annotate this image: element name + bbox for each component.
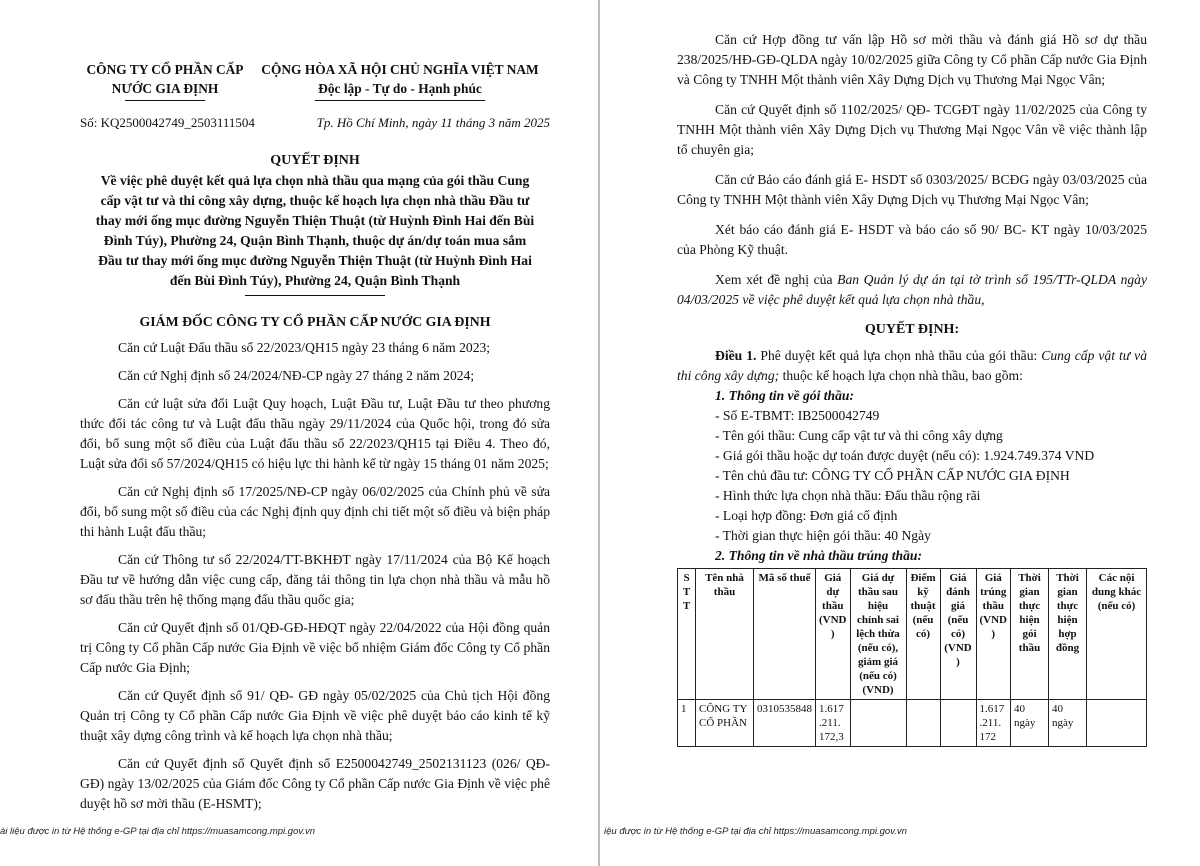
legal-basis-6: Căn cứ Quyết định số 01/QĐ-GĐ-HĐQT ngày 22/04/2022 của Hội đồng quản trị Công ty Cổ phần Cấp nước Gia Định về việc bổ nhiệm Giám đốc Công ty Cổ phần Cấp nước Gia Định; <box>80 620 550 675</box>
package-contract-type: - Loại hợp đồng: Đơn giá cố định <box>715 508 898 523</box>
cell-contract-time: 40 ngày <box>1049 700 1087 747</box>
legal-basis-11: Căn cứ Báo cáo đánh giá E- HSDT số 0303/2025/ BCĐG ngày 03/03/2025 của Công ty TNHH Một thành viên Xây Dựng Dịch vụ Thương Mại Ngọc Vân; <box>677 172 1147 207</box>
decision-heading: QUYẾT ĐỊNH: <box>864 322 960 337</box>
nation-name: CỘNG HÒA XÃ HỘI CHỦ NGHĨA VIỆT NAM <box>261 62 539 77</box>
nation-motto: Độc lập - Tự do - Hạnh phúc <box>318 81 482 96</box>
article-1-text: Phê duyệt kết quả lựa chọn nhà thầu của gói thầu: <box>756 348 1042 363</box>
company-block <box>80 60 250 101</box>
cell-award-price: 1.617 .211. 172 <box>976 700 1011 747</box>
document-date: Tp. Hồ Chí Minh, ngày 11 tháng 3 năm 2025 <box>316 115 550 130</box>
table-row <box>678 700 1147 747</box>
package-tbmt: - Số E-TBMT: IB2500042749 <box>715 408 880 423</box>
document-number: Số: KQ2500042749_2503111504 <box>80 115 255 130</box>
proposal-paragraph <box>677 270 1147 310</box>
col-contractor: Tên nhà thầu <box>696 569 754 700</box>
right-footer: iệu được in từ Hệ thống e-GP tại địa chỉ https://muasamcong.mpi.gov.vn <box>604 826 907 837</box>
right-page <box>602 0 1200 866</box>
legal-basis-1: Căn cứ Luật Đấu thầu số 22/2023/QH15 ngày 23 tháng 6 năm 2023; <box>118 340 491 355</box>
package-method: - Hình thức lựa chọn nhà thầu: Đấu thầu rộng rãi <box>715 488 981 503</box>
package-name: - Tên gói thầu: Cung cấp vật tư và thi công xây dựng <box>715 428 1003 443</box>
legal-basis-5: Căn cứ Thông tư số 22/2024/TT-BKHĐT ngày 17/11/2024 của Bộ Kế hoạch Đầu tư về hướng dẫn việc cung cấp, đăng tải thông tin lựa chọn nhà thầu và mẫu hồ sơ đấu thầu trên hệ thống mạng đấu thầu quốc gia; <box>80 552 550 607</box>
subject-underline <box>245 295 385 296</box>
decision-subject: Về việc phê duyệt kết quả lựa chọn nhà thầu qua mạng của gói thầu Cung cấp vật tư và thi công xây dựng, thuộc kế hoạch lựa chọn nhà thầu Đầu tư thay mới ống mục đường Nguyễn Thiện Thuật (từ Huỳnh Đình Hai đến Bùi Đình Túy), Phường 24, Quận Bình Thạnh, thuộc dự án/dự toán mua sắm Đầu tư thay mới ống mục đường Nguyễn Thiện Thuật (từ Huỳnh Đình Hai đến Bùi Đình Túy), Phường 24, Quận Bình Thạnh <box>95 173 535 288</box>
cell-adjusted-price <box>850 700 906 747</box>
legal-basis-4: Căn cứ Nghị định số 17/2025/NĐ-CP ngày 06/02/2025 của Chính phủ về sửa đổi, bổ sung một số điều của các Nghị định quy định chi tiết một số điều và biện pháp thi hành Luật đấu thầu; <box>80 484 550 539</box>
col-award-price: Giá trúng thầu (VND ) <box>976 569 1011 700</box>
cell-stt: 1 <box>678 700 696 747</box>
col-other: Các nội dung khác (nếu có) <box>1087 569 1147 700</box>
cell-tax-code: 0310535848 <box>754 700 816 747</box>
legal-basis-10: Căn cứ Quyết định số 1102/2025/ QĐ- TCGĐT ngày 11/02/2025 của Công ty TNHH Một thành viên Xây Dựng Dịch vụ Thương Mại Ngọc Vân về việc thành lập tổ chuyên gia; <box>677 102 1147 157</box>
proposal-reference: Ban Quản lý dự án tại tờ trình số 195/TTr-QLDA ngày 04/03/2025 về việc phê duyệt kết quả lựa chọn nhà thầu, <box>677 272 1147 307</box>
winner-table-header <box>678 569 1147 700</box>
cell-tech-score <box>906 700 940 747</box>
section-package-info: 1. Thông tin về gói thầu: <box>715 388 854 403</box>
article-1-tail: thuộc kế hoạch lựa chọn nhà thầu, bao gồm: <box>779 368 1023 383</box>
nation-block <box>250 60 550 101</box>
col-contract-time: Thời gian thực hiện hợp đồng <box>1049 569 1087 700</box>
legal-basis-2: Căn cứ Nghị định số 24/2024/NĐ-CP ngày 27 tháng 2 năm 2024; <box>118 368 475 383</box>
director-heading: GIÁM ĐỐC CÔNG TY CỔ PHẦN CẤP NƯỚC GIA ĐỊNH <box>139 314 491 329</box>
cell-bid-price: 1.617 .211. 172,3 <box>816 700 851 747</box>
cell-package-time: 40 ngày <box>1011 700 1049 747</box>
right-sheet <box>677 30 1147 747</box>
package-investor: - Tên chủ đầu tư: CÔNG TY CỔ PHẦN CẤP NƯỚC GIA ĐỊNH <box>715 468 1070 483</box>
section-winner-info: 2. Thông tin về nhà thầu trúng thầu: <box>715 548 922 563</box>
company-underline <box>125 100 205 101</box>
col-eval-price: Giá đánh giá (nếu có) (VND ) <box>940 569 976 700</box>
motto-underline <box>315 100 485 101</box>
col-tax-code: Mã số thuế <box>754 569 816 700</box>
left-sheet <box>80 60 550 814</box>
article-1 <box>677 346 1147 386</box>
winner-table <box>677 568 1147 747</box>
decision-title: QUYẾT ĐỊNH <box>270 153 360 168</box>
company-name-line2: NƯỚC GIA ĐỊNH <box>111 81 219 96</box>
number-date-row <box>80 113 550 133</box>
cell-eval-price <box>940 700 976 747</box>
cell-other <box>1087 700 1147 747</box>
package-duration: - Thời gian thực hiện gói thầu: 40 Ngày <box>715 528 931 543</box>
article-1-package: Cung cấp vật tư và thi công xây dựng; <box>677 348 1147 383</box>
package-price: - Giá gói thầu hoặc dự toán được duyệt (nếu có): 1.924.749.374 VND <box>715 448 1095 463</box>
left-footer: ài liệu được in từ Hệ thống e-GP tại địa chỉ https://muasamcong.mpi.gov.vn <box>0 826 316 837</box>
company-name-line1: CÔNG TY CỔ PHẦN CẤP <box>86 62 244 77</box>
article-1-label: Điều 1. <box>715 348 757 363</box>
document-header <box>80 60 550 101</box>
col-adjusted-price: Giá dự thầu sau hiệu chỉnh sai lệch thừa (nếu có), giảm giá (nếu có) (VND) <box>850 569 906 700</box>
legal-basis-9: Căn cứ Hợp đồng tư vấn lập Hồ sơ mời thầu và đánh giá Hồ sơ dự thầu 238/2025/HĐ-GĐ-QLDA ngày 10/02/2025 giữa Công ty Cổ phần Cấp nước Gia Định và Công ty TNHH Một thành viên Xây Dựng Dịch vụ Thương Mại Ngọc Vân; <box>677 32 1147 87</box>
col-package-time: Thời gian thực hiện gói thầu <box>1011 569 1049 700</box>
legal-basis-8: Căn cứ Quyết định số Quyết định số E2500042749_2502131123 (026/ QĐ-GĐ) ngày 13/02/2025 của Giám đốc Công ty Cổ phần Cấp nước Gia Định về việc phê duyệt hồ sơ mời thầu (E-HSMT); <box>80 756 550 811</box>
legal-basis-3: Căn cứ luật sửa đổi Luật Quy hoạch, Luật Đầu tư, Luật Đầu tư theo phương thức đối tác công tư và Luật đấu thầu ngày 29/11/2024 của Quốc hội, trong đó sửa đổi, bổ sung một số điều của Luật đấu thầu số 22/2023/QH15 tại Điều 4. Theo đó, Luật sửa đổi số 57/2024/QH15 có hiệu lực thi hành kể từ ngày 15 tháng 01 năm 2025; <box>80 396 550 471</box>
col-stt: S T T <box>678 569 696 700</box>
proposal-prefix: Xem xét đề nghị của <box>715 272 838 287</box>
col-bid-price: Giá dự thầu (VND ) <box>816 569 851 700</box>
legal-basis-7: Căn cứ Quyết định số 91/ QĐ- GĐ ngày 05/02/2025 của Chủ tịch Hội đồng Quản trị Công ty Cổ phần Cấp nước Gia Định về việc phê duyệt báo cáo kinh tế kỹ thuật xây dựng công trình và kế hoạch lựa chọn nhà thầu; <box>80 688 550 743</box>
legal-basis-12: Xét báo cáo đánh giá E- HSDT và báo cáo số 90/ BC- KT ngày 10/03/2025 của Phòng Kỹ thuật. <box>677 222 1147 257</box>
col-tech-score: Điểm kỹ thuật (nếu có) <box>906 569 940 700</box>
cell-contractor: CÔNG TY CỔ PHẦN <box>696 700 754 747</box>
